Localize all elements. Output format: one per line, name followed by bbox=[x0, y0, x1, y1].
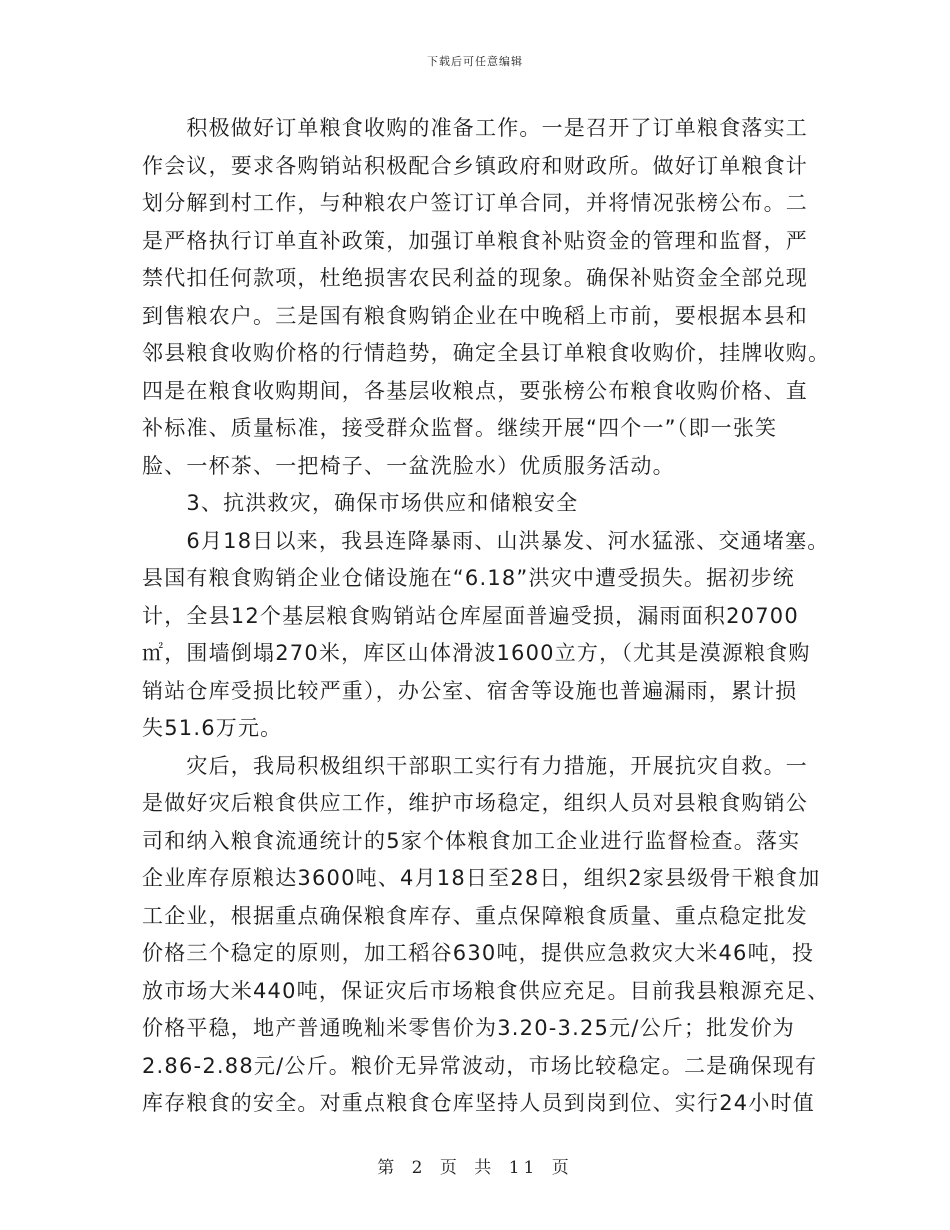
footer-total-number: 11 bbox=[508, 1158, 539, 1178]
text-line: 是严格执行订单直补政策，加强订单粮食补贴资金的管理和监督，严 bbox=[142, 228, 808, 253]
body-text bbox=[142, 110, 831, 1123]
text-line: 补标准、质量标准，接受群众监督。继续开展“四个一”（即一张笑 bbox=[142, 416, 778, 440]
text-line: 是做好灾后粮食供应工作，维护市场稳定，组织人员对县粮食购销公 bbox=[142, 791, 808, 815]
text-line: 脸、一杯茶、一把椅子、一盆洗脸水）优质服务活动。 bbox=[142, 453, 675, 478]
text-line: 禁代扣任何款项，杜绝损害农民利益的现象。确保补贴资金全部兑现 bbox=[142, 266, 808, 290]
footer-total-label: 共 bbox=[474, 1158, 496, 1178]
text-line: 邻县粮食收购价格的行情趋势，确定全县订单粮食收购价，挂牌收购。 bbox=[142, 341, 831, 365]
text-line: 失51.6万元。 bbox=[142, 716, 283, 740]
text-line: 6月18日以来，我县连降暴雨、山洪暴发、河水猛涨、交通堵塞。 bbox=[142, 528, 830, 553]
footer-page-label: 第 bbox=[377, 1158, 399, 1178]
page-footer bbox=[0, 1153, 950, 1178]
text-line: ㎡，围墙倒塌270米，库区山体滑波1600立方，（尤其是漠源粮食购 bbox=[142, 641, 811, 665]
footer-page-word: 页 bbox=[439, 1158, 461, 1178]
text-line: 到售粮农户。三是国有粮食购销企业在中晚稻上市前，要根据本县和 bbox=[142, 303, 808, 328]
text-line: 划分解到村工作，与种粮农户签订订单合同，并将情况张榜公布。二 bbox=[142, 191, 808, 215]
text-line: 四是在粮食收购期间，各基层收粮点，要张榜公布粮食收购价格、直 bbox=[142, 378, 808, 403]
text-line: 销站仓库受损比较严重），办公室、宿舍等设施也普遍漏雨，累计损 bbox=[142, 678, 798, 703]
text-line: 工企业，根据重点确保粮食库存、重点保障粮食质量、重点稳定批发 bbox=[142, 903, 808, 928]
section-heading: 3、抗洪救灾，确保市场供应和储粮安全 bbox=[142, 491, 579, 515]
text-line: 县国有粮食购销企业仓储设施在“6.18”洪灾中遭受损失。据初步统 bbox=[142, 566, 795, 590]
footer-page-number: 2 bbox=[411, 1158, 427, 1178]
page-header: 下载后可任意编辑 bbox=[427, 55, 523, 68]
text-line: 价格三个稳定的原则，加工稻谷630吨，提供应急救灾大米46吨，投 bbox=[142, 941, 815, 965]
text-line: 作会议，要求各购销站积极配合乡镇政府和财政所。做好订单粮食计 bbox=[142, 153, 808, 178]
text-line: 计，全县12个基层粮食购销站仓库屋面普遍受损，漏雨面积20700 bbox=[142, 603, 799, 628]
text-line: 放市场大米440吨，保证灾后市场粮食供应充足。目前我县粮源充足、 bbox=[142, 978, 830, 1003]
text-line: 2.86-2.88元/公斤。粮价无异常波动，市场比较稳定。二是确保现有 bbox=[142, 1053, 818, 1078]
document-body bbox=[142, 110, 831, 1123]
text-line: 积极做好订单粮食收购的准备工作。一是召开了订单粮食落实工 bbox=[142, 116, 808, 140]
text-line: 价格平稳，地产普通晚籼米零售价为3.20-3.25元/公斤；批发价为 bbox=[142, 1016, 795, 1040]
text-line: 企业库存原粮达3600吨、4月18日至28日，组织2家县级骨干粮食加 bbox=[142, 866, 821, 890]
text-line: 库存粮食的安全。对重点粮食仓库坚持人员到岗到位、实行24小时值 bbox=[142, 1091, 815, 1115]
text-line: 司和纳入粮食流通统计的5家个体粮食加工企业进行监督检查。落实 bbox=[142, 828, 801, 853]
text-line: 灾后，我局积极组织干部职工实行有力措施，开展抗灾自救。一 bbox=[142, 753, 808, 778]
footer-total-word: 页 bbox=[551, 1158, 573, 1178]
